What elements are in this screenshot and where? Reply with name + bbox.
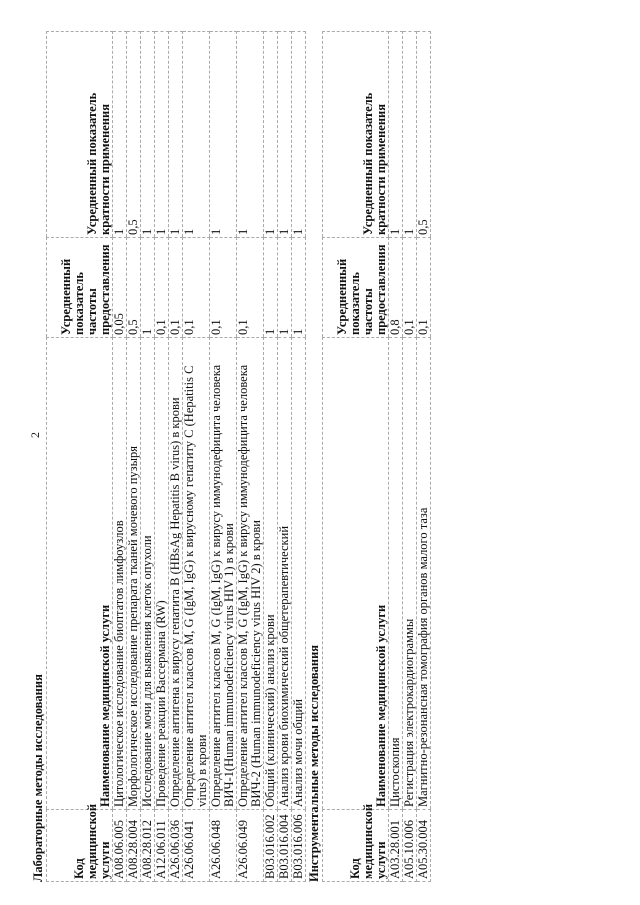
cell-freq: 0,1 xyxy=(237,238,264,338)
cell-code: A05.30.004 xyxy=(417,810,431,882)
cell-name: Определение антител классов M, G (IgM, IgG) к вирусу иммунодефицита человека ВИЧ-2 (Human immunodeficiency virus HIV 2) в крови xyxy=(237,338,264,810)
cell-freq: 0,1 xyxy=(155,238,169,338)
table-row xyxy=(278,32,292,882)
table-header-row xyxy=(47,32,113,882)
cell-freq: 1 xyxy=(292,238,306,338)
cell-freq: 1 xyxy=(278,238,292,338)
header-name: Наименование медицинской услуги xyxy=(47,338,113,810)
cell-freq: 0,8 xyxy=(389,238,403,338)
cell-name: Морфологическое исследование препарата тканей мочевого пузыря xyxy=(127,338,141,810)
header-freq: Усредненный показатель частоты предоставления xyxy=(47,238,113,338)
cell-code: A26.06.049 xyxy=(237,810,264,882)
cell-mult: 1 xyxy=(403,32,417,238)
cell-name: Цитологическое исследование биоптатов лимфоузлов xyxy=(113,338,127,810)
cell-freq: 0,1 xyxy=(183,238,210,338)
table-row xyxy=(237,32,264,882)
cell-freq: 0,1 xyxy=(417,238,431,338)
cell-freq: 1 xyxy=(141,238,155,338)
cell-name: Исследование мочи для выявления клеток опухоли xyxy=(141,338,155,810)
table-row xyxy=(127,32,141,882)
table-row xyxy=(169,32,183,882)
instrumental-table-body xyxy=(389,32,431,882)
cell-mult: 1 xyxy=(183,32,210,238)
page-number: 2 xyxy=(28,432,42,438)
section-title-lab: Лабораторные методы исследования xyxy=(31,674,45,882)
instrumental-methods-table xyxy=(322,31,431,882)
cell-mult: 1 xyxy=(210,32,237,238)
cell-name: Регистрация электрокардиограммы xyxy=(403,338,417,810)
cell-name: Проведение реакции Вассермана (RW) xyxy=(155,338,169,810)
cell-freq: 0,1 xyxy=(210,238,237,338)
cell-code: A08.28.012 xyxy=(141,810,155,882)
cell-mult: 1 xyxy=(141,32,155,238)
table-row xyxy=(292,32,306,882)
table-row xyxy=(389,32,403,882)
cell-code: A08.28.004 xyxy=(127,810,141,882)
cell-mult: 1 xyxy=(237,32,264,238)
table-row xyxy=(183,32,210,882)
cell-mult: 1 xyxy=(155,32,169,238)
header-code: Код медицинской услуги xyxy=(323,810,389,882)
section-title-instrumental: Инструментальные методы исследования xyxy=(307,644,321,882)
table-row xyxy=(141,32,155,882)
table-row xyxy=(210,32,237,882)
cell-freq: 0,1 xyxy=(403,238,417,338)
table-header-row xyxy=(323,32,389,882)
cell-name: Определение антигена к вирусу гепатита B (HBsAg Hepatitis B virus) в крови xyxy=(169,338,183,810)
cell-name: Определение антител классов M, G (IgM, IgG) к вирусному гепатиту C (Hepatitis C virus) в крови xyxy=(183,338,210,810)
cell-code: B03.016.004 xyxy=(278,810,292,882)
cell-code: B03.016.002 xyxy=(264,810,278,882)
cell-mult: 1 xyxy=(292,32,306,238)
cell-name: Определение антител классов M, G (IgM, IgG) к вирусу иммунодефицита человека ВИЧ-1(Human immunodeficiency virus HIV 1) в крови xyxy=(210,338,237,810)
cell-mult: 1 xyxy=(169,32,183,238)
cell-mult: 1 xyxy=(278,32,292,238)
cell-name: Анализ мочи общий xyxy=(292,338,306,810)
cell-code: A26.06.041 xyxy=(183,810,210,882)
cell-mult: 0,5 xyxy=(417,32,431,238)
cell-name: Магнитно-резонансная томография органов малого таза xyxy=(417,338,431,810)
cell-mult: 1 xyxy=(113,32,127,238)
cell-code: A05.10.006 xyxy=(403,810,417,882)
cell-name: Анализ крови биохимический общетерапевтический xyxy=(278,338,292,810)
lab-table-body xyxy=(113,32,306,882)
lab-methods-table xyxy=(46,31,306,882)
header-mult: Усредненный показатель кратности применения xyxy=(323,32,389,238)
cell-mult: 1 xyxy=(264,32,278,238)
table-row xyxy=(155,32,169,882)
cell-code: B03.016.006 xyxy=(292,810,306,882)
header-code: Код медицинской услуги xyxy=(47,810,113,882)
header-mult: Усредненный показатель кратности применения xyxy=(47,32,113,238)
header-freq: Усредненный показатель частоты предоставления xyxy=(323,238,389,338)
cell-code: A12.06.011 xyxy=(155,810,169,882)
cell-code: A08.06.005 xyxy=(113,810,127,882)
cell-code: A26.06.048 xyxy=(210,810,237,882)
cell-mult: 0,5 xyxy=(127,32,141,238)
header-name: Наименование медицинской услуги xyxy=(323,338,389,810)
rotated-document xyxy=(30,32,431,882)
table-row xyxy=(264,32,278,882)
cell-freq: 0,05 xyxy=(113,238,127,338)
cell-mult: 1 xyxy=(389,32,403,238)
table-row xyxy=(417,32,431,882)
cell-code: A03.28.001 xyxy=(389,810,403,882)
cell-freq: 1 xyxy=(264,238,278,338)
table-row xyxy=(113,32,127,882)
cell-freq: 0,1 xyxy=(169,238,183,338)
cell-name: Цистоскопия xyxy=(389,338,403,810)
cell-name: Общий (клинический) анализ крови xyxy=(264,338,278,810)
table-row xyxy=(403,32,417,882)
cell-freq: 0,5 xyxy=(127,238,141,338)
cell-code: A26.06.036 xyxy=(169,810,183,882)
